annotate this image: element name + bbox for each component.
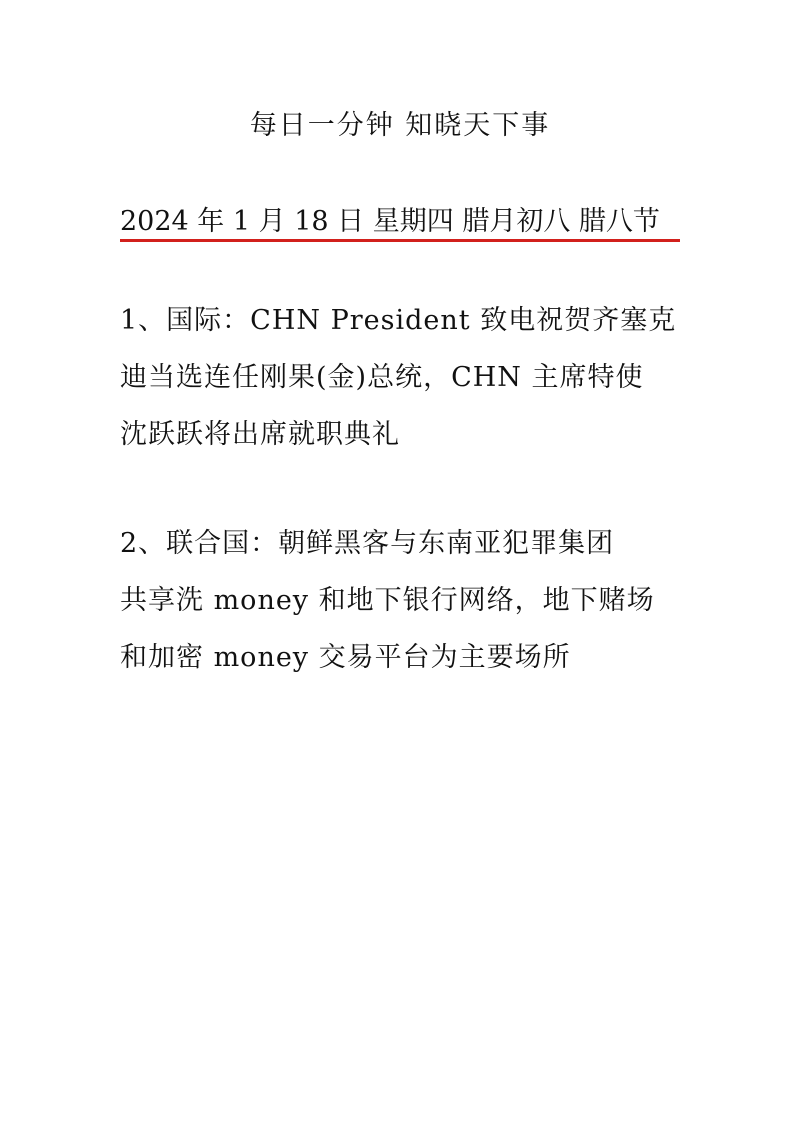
news-item-2-line-3: 和加密 money 交易平台为主要场所 — [120, 642, 571, 673]
news-item-2 — [120, 515, 685, 686]
news-item-1-line-2: 迪当选连任刚果(金)总统，CHN 主席特使 — [120, 362, 644, 393]
page-title: 每日一分钟 知晓天下事 — [249, 110, 551, 141]
news-item-1-line-3: 沈跃跃将出席就职典礼 — [120, 419, 400, 450]
news-item-1 — [120, 292, 685, 463]
news-item-2-line-1: 2、联合国：朝鲜黑客与东南亚犯罪集团 — [120, 528, 615, 559]
date-line: 2024 年 1 月 18 日 星期四 腊月初八 腊八节 — [120, 206, 660, 237]
news-item-1-line-1: 1、国际：CHN President 致电祝贺齐塞克 — [120, 305, 677, 336]
news-item-2-line-2: 共享洗 money 和地下银行网络，地下赌场 — [120, 585, 655, 616]
red-divider — [120, 239, 680, 242]
